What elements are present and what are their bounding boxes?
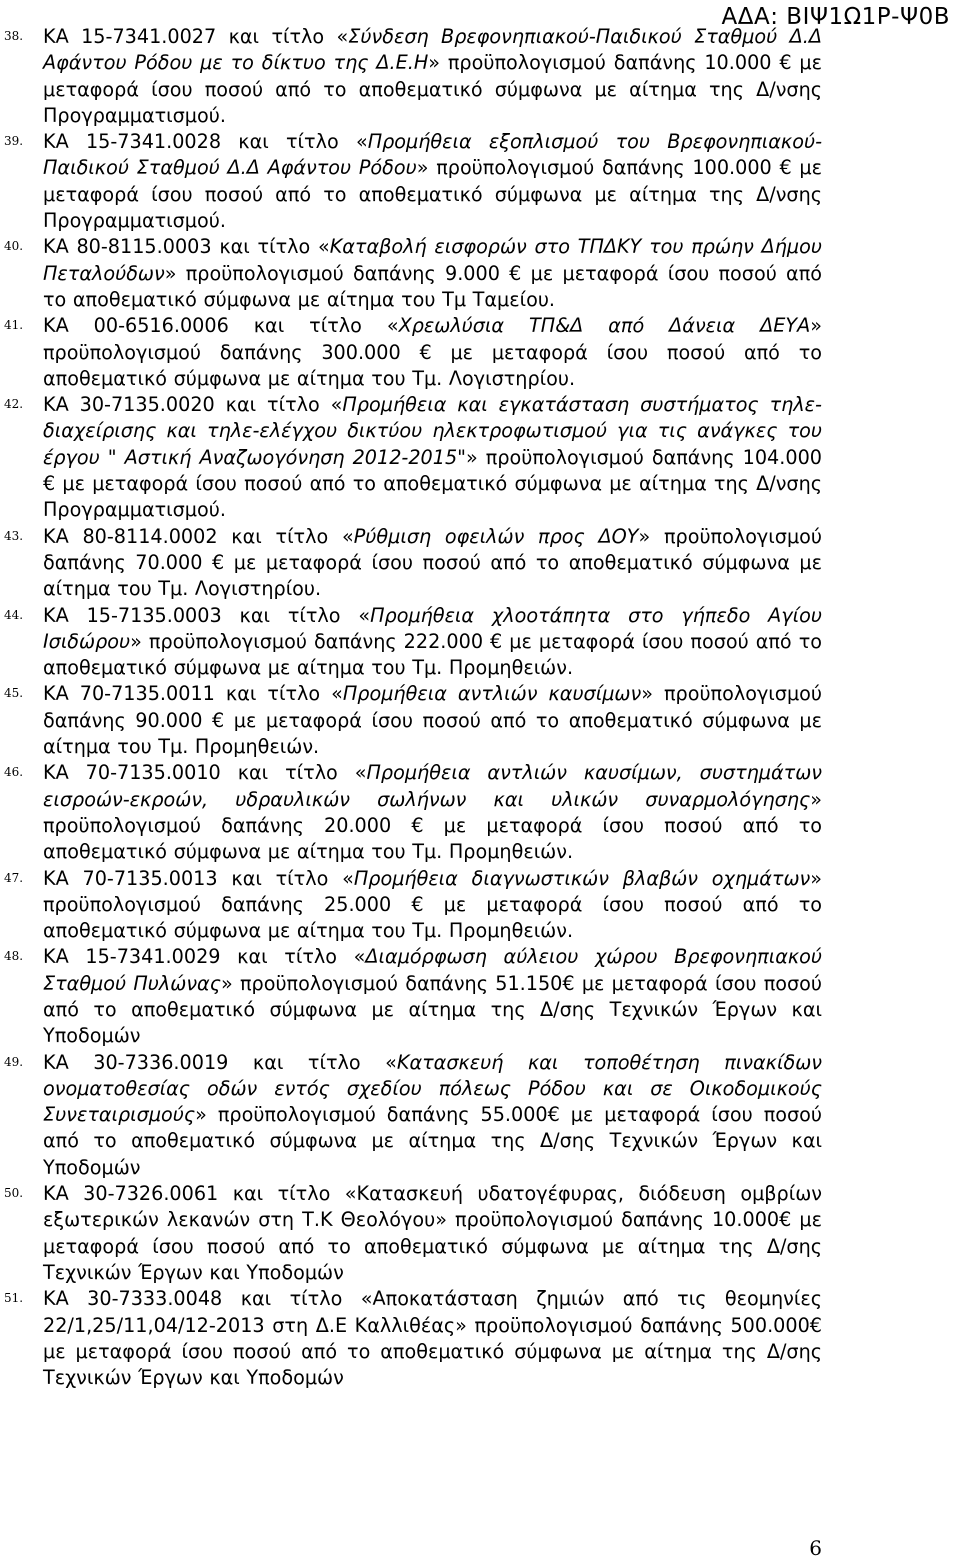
list-item <box>0 1181 960 1286</box>
item-text: ΚΑ 70-7135.0011 και τίτλο «Προμήθεια αντλιών καυσίμων» προϋπολογισμού δαπάνης 90.000 € με μεταφορά ίσου ποσού από το αποθεματικό σύμφωνα με αίτημα του Τμ. Προμηθειών. <box>43 682 823 759</box>
item-text: ΚΑ 30-7336.0019 και τίτλο «Κατασκευή και τοποθέτηση πινακίδων ονοματοθεσίας οδών εντός σχεδίου πόλεως Ρόδου και σε Οικοδομικούς Συνεταιρισμούς» προϋπολογισμού δαπάνης 55.000€ με μεταφορά ίσου ποσού από το αποθεματικό σύμφωνα με αίτημα της Δ/σης Τεχνικών Έργων και Υποδομών <box>43 1050 822 1179</box>
item-text: ΚΑ 15-7341.0027 και τίτλο «Σύνδεση Βρεφονηπιακού-Παιδικού Σταθμού Δ.Δ Αφάντου Ρόδου με το δίκτυο της Δ.Ε.Η» προϋπολογισμού δαπάνης 10.000 € με μεταφορά ίσου ποσού από το αποθεματικό σύμφωνα με αίτημα της Δ/νσης Προγραμματισμού. <box>43 25 823 127</box>
item-number: 42. <box>4 397 24 412</box>
item-number: 51. <box>4 1291 24 1306</box>
item-text: ΚΑ 80-8114.0002 και τίτλο «Ρύθμιση οφειλών προς ΔΟΥ» προϋπολογισμού δαπάνης 70.000 € με μεταφορά ίσου ποσού από το αποθεματικό σύμφωνα με αίτημα του Τμ. Λογιστηρίου. <box>43 524 822 601</box>
item-number: 43. <box>4 528 24 543</box>
item-title: Σύνδεση Βρεφονηπιακού-Παιδικού Σταθμού Δ.Δ Αφάντου Ρόδου με το δίκτυο της Δ.Ε.Η <box>43 25 822 75</box>
item-text: ΚΑ 70-7135.0010 και τίτλο «Προμήθεια αντλιών καυσίμων, συστημάτων εισροών-εκροών, υδραυλικών σωλήνων και υλικών συναρμολόγησης» προϋπολογισμού δαπάνης 20.000 € με μεταφορά ίσου ποσού από το αποθεματικό σύμφωνα με αίτημα του Τμ. Προμηθειών. <box>43 761 823 864</box>
list-item <box>0 1286 960 1391</box>
item-title: Προμήθεια και εγκατάσταση συστήματος τηλε-διαχείρισης και τηλε-ελέγχου δικτύου ηλεκτροφωτισμού για τις ανάγκες του έργου " Αστική Αναζωογόνηση 2012-2015" <box>43 393 822 469</box>
item-number: 47. <box>4 870 24 885</box>
list-item <box>0 1050 960 1181</box>
item-text: ΚΑ 15-7135.0003 και τίτλο «Προμήθεια χλοοτάπητα στο γήπεδο Αγίου Ισιδώρου» προϋπολογισμού δαπάνης 222.000 € με μεταφορά ίσου ποσού από το αποθεματικό σύμφωνα με αίτημα του Τμ. Προμηθειών. <box>43 603 822 680</box>
item-title: Ρύθμιση οφειλών προς ΔΟΥ <box>353 524 639 548</box>
item-text: ΚΑ 15-7341.0028 και τίτλο «Προμήθεια εξοπλισμού του Βρεφονηπιακού-Παιδικού Σταθμού Δ.Δ Αφάντου Ρόδου» προϋπολογισμού δαπάνης 100.000 € με μεταφορά ίσου ποσού από το αποθεματικό σύμφωνα με αίτημα της Δ/νσης Προγραμματισμού. <box>43 130 822 233</box>
item-number: 44. <box>4 607 24 622</box>
list-item <box>0 760 960 865</box>
item-title: Προμήθεια αντλιών καυσίμων, συστημάτων εισροών-εκροών, υδραυλικών σωλήνων και υλικών συναρμολόγησης <box>43 761 823 811</box>
item-text: ΚΑ 30-7333.0048 και τίτλο «Αποκατάσταση ζημιών από τις θεομηνίες 22/1,25/11,04/12-2013 στη Δ.Ε Καλλιθέας» προϋπολογισμού δαπάνης 500.000€ με μεταφορά ίσου ποσού από το αποθεματικό σύμφωνα με αίτημα της Δ/σης Τεχνικών Έργων και Υποδομών <box>43 1287 822 1390</box>
item-text: ΚΑ 15-7341.0029 και τίτλο «Διαμόρφωση αύλειου χώρου Βρεφονηπιακού Σταθμού Πυλώνας» προϋπολογισμού δαπάνης 51.150€ με μεταφορά ίσου ποσού από το αποθεματικό σύμφωνα με αίτημα της Δ/σης Τεχνικών Έργων και Υποδομών <box>43 945 822 1048</box>
list-item <box>0 944 960 1049</box>
item-number: 45. <box>4 686 24 701</box>
ada-code: ΑΔΑ: ΒΙΨ1Ω1Ρ-Ψ0Β <box>721 4 950 30</box>
item-title: Προμήθεια διαγνωστικών βλαβών οχημάτων <box>353 866 811 890</box>
list-item <box>0 681 960 760</box>
item-title: Κατασκευή και τοποθέτηση πινακίδων ονοματοθεσίας οδών εντός σχεδίου πόλεως Ρόδου και σε Οικοδομικούς Συνεταιρισμούς <box>43 1050 822 1127</box>
list-item <box>0 24 960 129</box>
item-title: Προμήθεια χλοοτάπητα στο γήπεδο Αγίου Ισιδώρου <box>43 603 822 653</box>
list-item <box>0 234 960 313</box>
item-text: ΚΑ 30-7326.0061 και τίτλο «Κατασκευή υδατογέφυρας, διόδευση ομβρίων εξωτερικών λεκανών στη Τ.Κ Θεολόγου» προϋπολογισμού δαπάνης 10.000€ με μεταφορά ίσου ποσού από το αποθεματικό σύμφωνα με αίτημα της Δ/σης Τεχνικών Έργων και Υποδομών <box>43 1182 822 1284</box>
item-list <box>0 24 960 1391</box>
list-item <box>0 866 960 945</box>
item-text: ΚΑ 80-8115.0003 και τίτλο «Καταβολή εισφορών στο ΤΠΔΚΥ του πρώην Δήμου Πεταλούδων» προϋπολογισμού δαπάνης 9.000 € με μεταφορά ίσου ποσού από το αποθεματικό σύμφωνα με αίτημα του Τμ Ταμείου. <box>43 235 822 311</box>
item-text: ΚΑ 30-7135.0020 και τίτλο «Προμήθεια και εγκατάσταση συστήματος τηλε-διαχείρισης και τηλε-ελέγχου δικτύου ηλεκτροφωτισμού για τις ανάγκες του έργου " Αστική Αναζωογόνηση 2012-2015"» προϋπολογισμού δαπάνης 104.000 € με μεταφορά ίσου ποσού από το αποθεματικό σύμφωνα με αίτημα της Δ/νσης Προγραμματισμού. <box>43 393 822 522</box>
page-number: 6 <box>809 1536 822 1560</box>
item-number: 46. <box>4 765 24 780</box>
item-title: Καταβολή εισφορών στο ΤΠΔΚΥ του πρώην Δήμου Πεταλούδων <box>43 235 822 285</box>
item-number: 38. <box>4 29 24 43</box>
item-number: 40. <box>4 239 24 254</box>
item-title: Χρεωλύσια ΤΠ&Δ από Δάνεια ΔΕΥΑ <box>398 314 811 338</box>
list-item <box>0 313 960 392</box>
item-number: 48. <box>4 949 24 964</box>
item-number: 39. <box>4 134 24 149</box>
item-title: Προμήθεια αντλιών καυσίμων <box>342 682 642 706</box>
item-number: 41. <box>4 318 24 333</box>
item-text: ΚΑ 70-7135.0013 και τίτλο «Προμήθεια διαγνωστικών βλαβών οχημάτων» προϋπολογισμού δαπάνης 25.000 € με μεταφορά ίσου ποσού από το αποθεματικό σύμφωνα με αίτημα του Τμ. Προμηθειών. <box>43 866 822 943</box>
list-item <box>0 392 960 523</box>
item-text: ΚΑ 00-6516.0006 και τίτλο «Χρεωλύσια ΤΠ&Δ από Δάνεια ΔΕΥΑ» προϋπολογισμού δαπάνης 300.000 € με μεταφορά ίσου ποσού από το αποθεματικό σύμφωνα με αίτημα του Τμ. Λογιστηρίου. <box>43 314 822 390</box>
list-item <box>0 603 960 682</box>
item-number: 50. <box>4 1186 24 1201</box>
item-number: 49. <box>4 1054 24 1069</box>
item-title: Διαμόρφωση αύλειου χώρου Βρεφονηπιακού Σταθμού Πυλώνας <box>43 945 822 995</box>
list-item <box>0 129 960 234</box>
list-item <box>0 524 960 603</box>
item-title: Προμήθεια εξοπλισμού του Βρεφονηπιακού-Παιδικού Σταθμού Δ.Δ Αφάντου Ρόδου <box>43 130 822 180</box>
